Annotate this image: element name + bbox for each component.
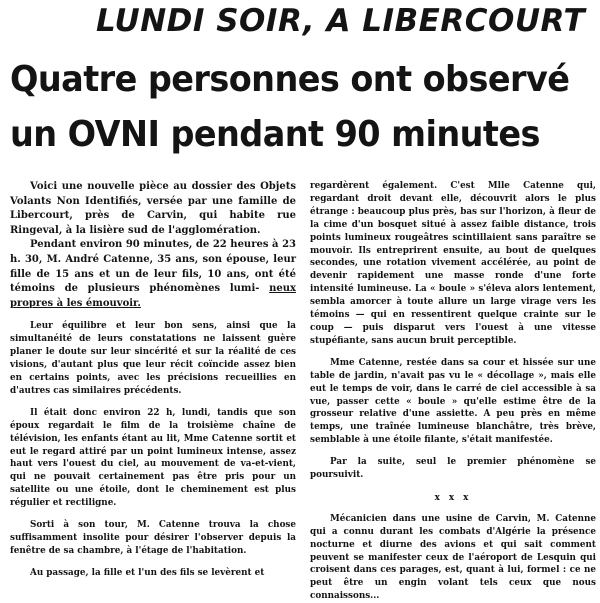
lead-paragraph-2-text: Pendant environ 90 minutes, de 22 heures à 23 h. 30, M. André Catenne, 35 ans, son épouse, leur fille de 15 ans et un de leur fils, 10 ans, ont été témoins de plusieurs phénomènes lumi- xyxy=(10,239,296,295)
headline-line-1: Quatre personnes ont observé xyxy=(10,59,570,100)
paragraph-9: Par la suite, seul le premier phénomène se poursuivit. xyxy=(310,457,596,481)
article-column-left xyxy=(10,180,297,578)
lead-paragraph-2 xyxy=(10,238,296,311)
section-separator: x x x xyxy=(434,492,472,503)
paragraph-7: regardèrent également. C'est Mlle Catenne qui, regardant droit devant elle, découvrit alors le plus étrange : beaucoup plus près, bas sur l'horizon, à fleur de la cime d'un bosquet situé à assez faible distance, trois points lumineux rougeâtres scintillaient sans paraître se mouvoir. Ils entreprirent ensuite, au bout de quelques secondes, une rotation vivement accélérée, au point de devenir rapidement une masse ronde d'une forte intensité lumineuse. La « boule » s'éleva alors lentement, sembla amorcer à toute allure un large virage vers les témoins — qui en ressentirent quelque crainte sur le coup — puis disparut vers l'ouest à une vitesse stupéfiante, sans aucun bruit perceptible. xyxy=(310,181,596,346)
headline-line-2: un OVNI pendant 90 minutes xyxy=(10,114,540,155)
lead-paragraph-1: Voici une nouvelle pièce au dossier des Objets Volants Non Identifiés, versée par une famille de Libercourt, près de Carvin, qui habite rue Ringeval, à la lisière sud de l'agglomération. xyxy=(10,181,296,236)
paragraph-3: Leur équilibre et leur bon sens, ainsi que la simultanéité de leurs constatations ne laissent guère planer le doute sur leur sincérité et sur la réalité de ces visions, d'autant plus que leur récit coïncide assez bien en certains points, avec les précisions recueillies en d'autres cas similaires précédents. xyxy=(10,321,296,396)
article-column-right xyxy=(310,180,596,602)
main-headline xyxy=(10,52,570,162)
paragraph-4: Il était donc environ 22 h, lundi, tandis que son époux regardait le film de la troisième chaîne de télévision, les enfants étant au lit, Mme Catenne sortit et eut le regard attiré par un point lumineux intense, assez haut vers l'ouest du ciel, au mouvement de va-et-vient, qui ne pouvait certainement pas être pris pour un satellite ou une étoile, dont le cheminement est plus régulier et rectiligne. xyxy=(10,407,296,509)
paragraph-5: Sorti à son tour, M. Catenne trouva la chose suffisamment insolite pour désirer l'observer depuis la fenêtre de sa chambre, à l'étage de l'habitation. xyxy=(10,520,296,556)
lead-paragraph-2-underlined: neux propres à les émouvoir. xyxy=(10,283,297,309)
kicker-headline: LUNDI SOIR, A LIBERCOURT xyxy=(96,3,586,39)
paragraph-8: Mme Catenne, restée dans sa cour et hissée sur une table de jardin, n'avait pas vu le « décollage », mais elle eut le temps de voir, dans le carré de ciel accessible à sa vue, passer cette « boule » qu'elle estime être de la grosseur relative d'une assiette. A peu près en même temps, une traînée lumineuse blanchâtre, très brève, semblable à une étoile filante, s'était manifestée. xyxy=(310,357,596,446)
paragraph-10: Mécanicien dans une usine de Carvin, M. Catenne qui a connu durant les combats d'Algérie la présence nocturne et diurne des avions et qui sait comment peuvent se manifester ceux de l'aéroport de Lesquin qui croisent dans ces parages, est, quant à lui, formel : ce ne peut être un engin volant tels ceux que nous connaissons... xyxy=(310,513,596,602)
paragraph-6: Au passage, la fille et l'un des fils se levèrent et xyxy=(30,567,265,578)
